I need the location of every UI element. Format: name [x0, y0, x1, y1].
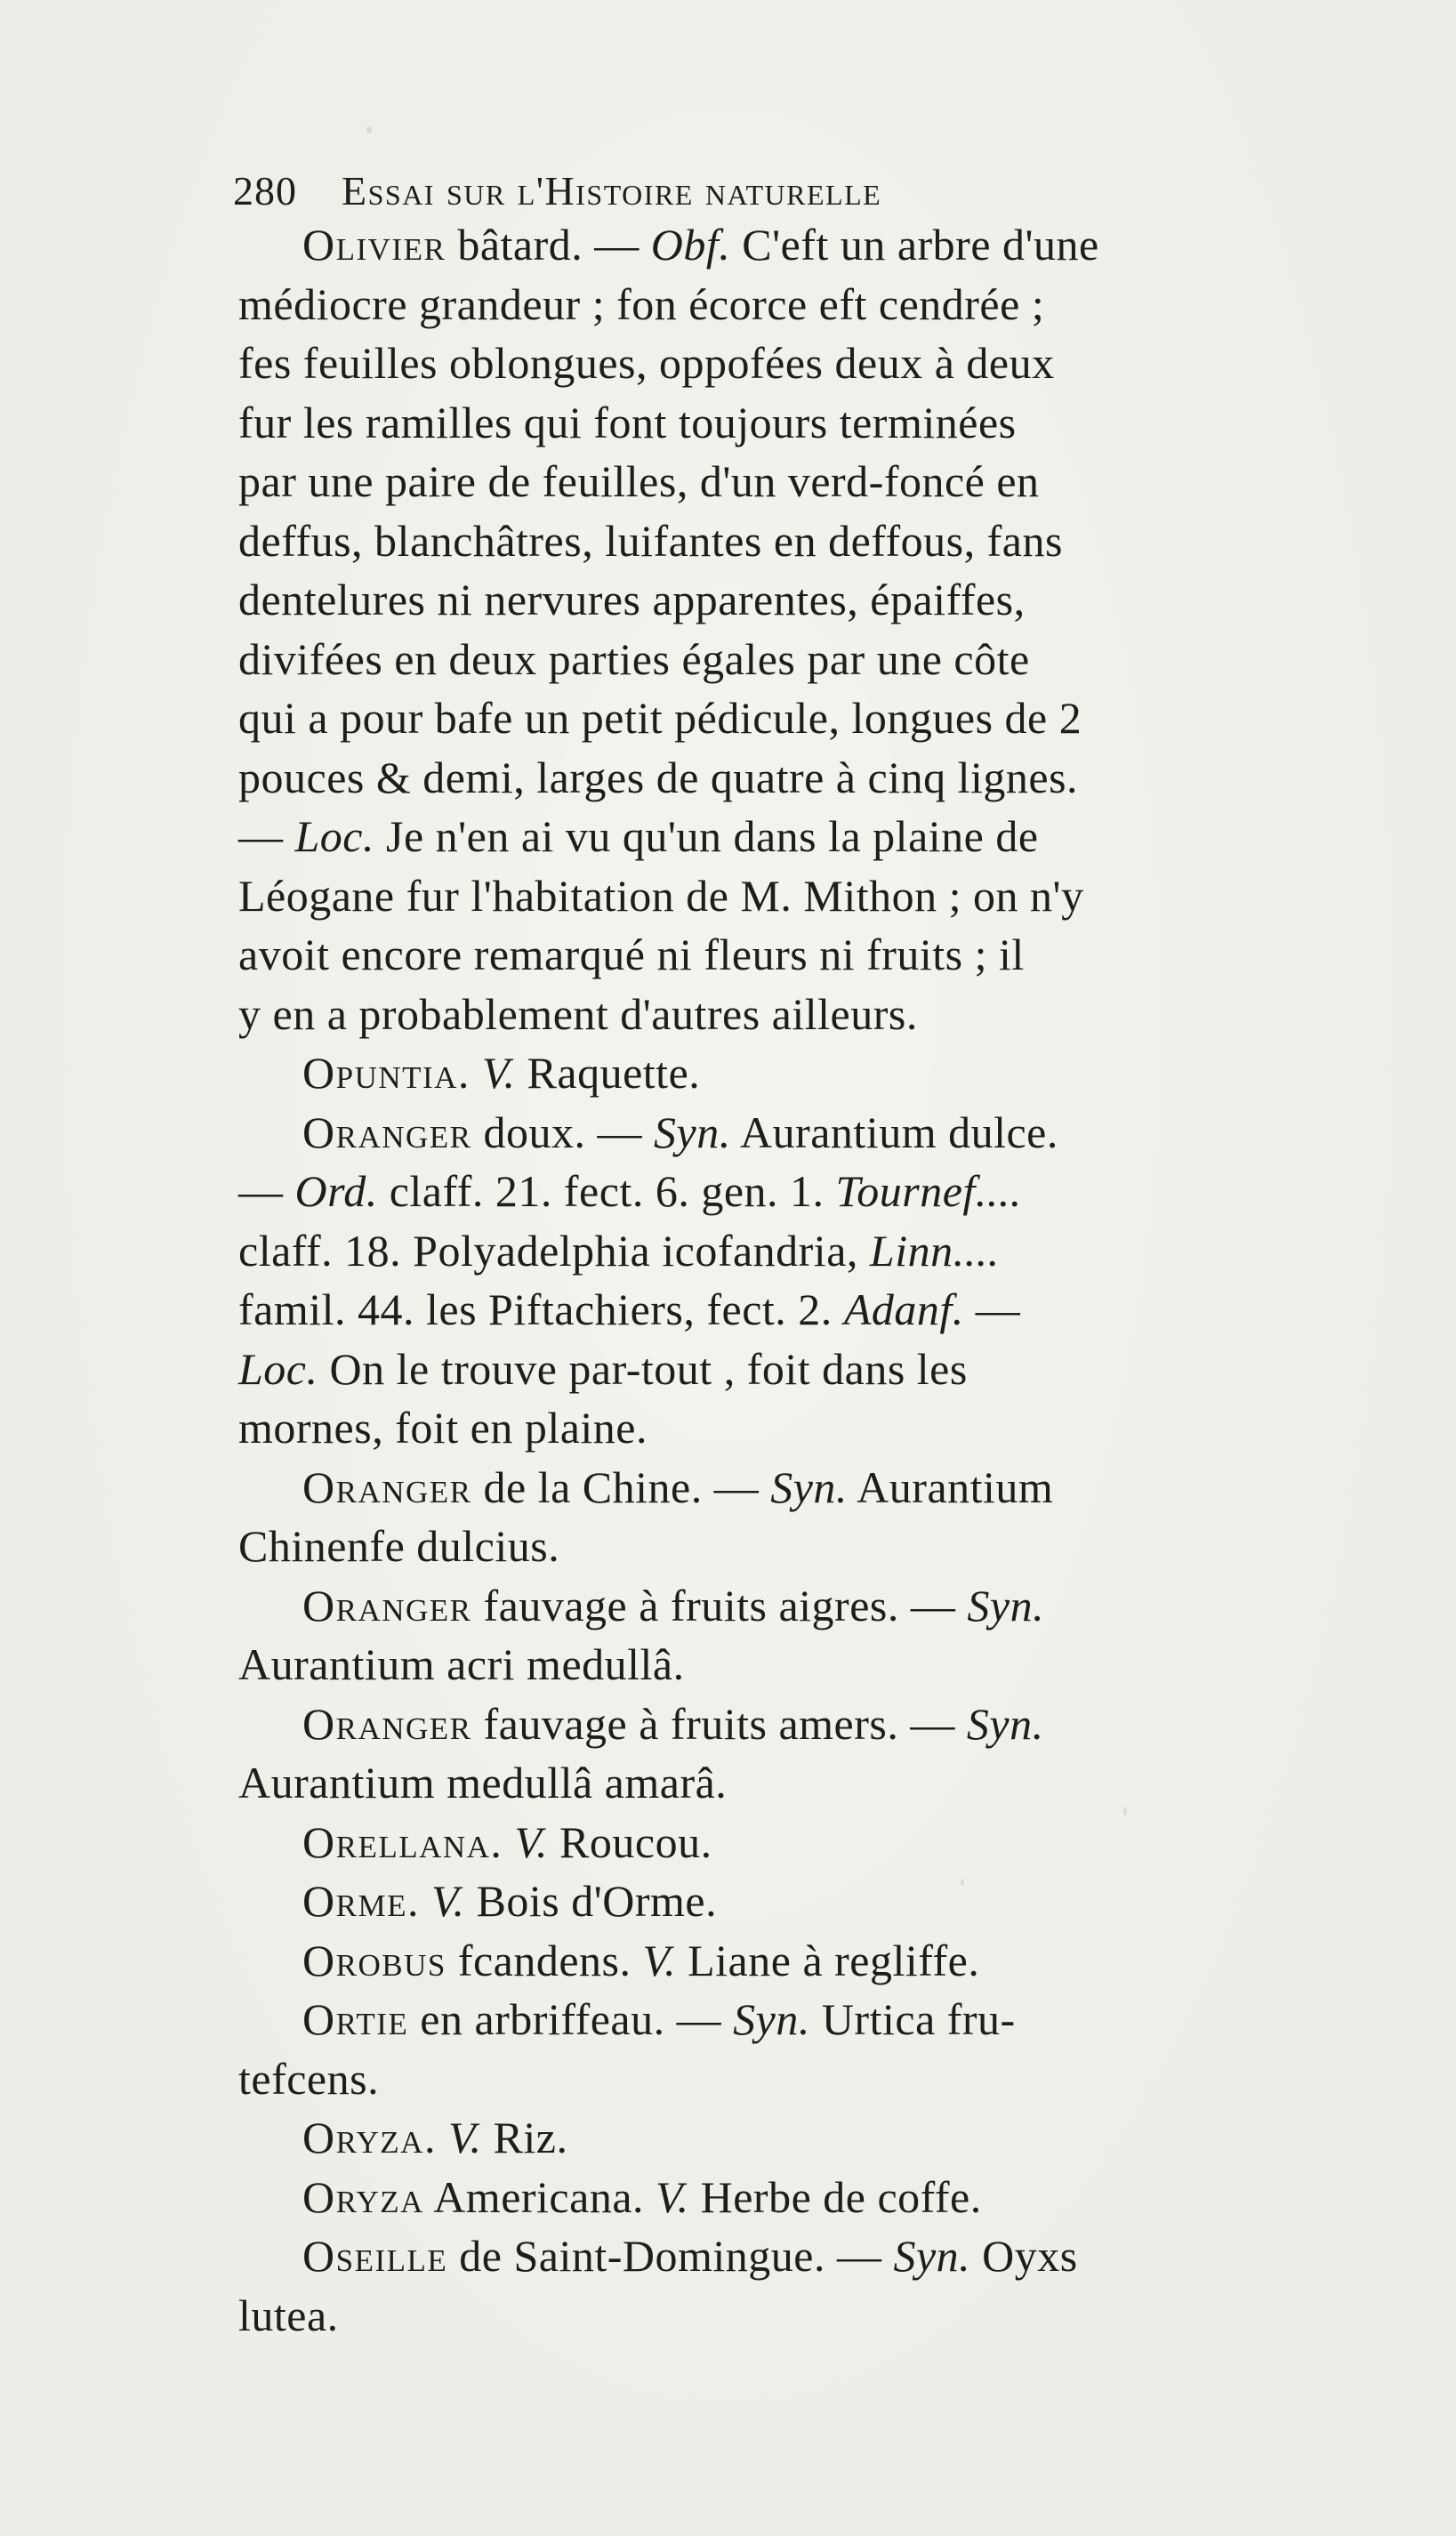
text-line — [302, 218, 1099, 271]
text-run: famil. 44. les Piftachiers, fect. 2. — [238, 1284, 844, 1334]
text-line — [302, 1461, 1053, 1514]
text-run: fur les ramilles qui font toujours terminées — [238, 397, 1017, 447]
text-run: pouces & demi, larges de quatre à cinq lignes. — [238, 752, 1079, 802]
text-run: Liane à regliffe. — [676, 1935, 980, 1985]
text-run: dentelures ni nervures apparentes, épaiffes, — [238, 575, 1026, 624]
text-run: divifées en deux parties égales par une côte — [238, 633, 1030, 684]
text-run: Léogane fur l'habitation de M. Mithon ; on n'y — [238, 870, 1084, 921]
text-run: Riz. — [481, 2113, 568, 2162]
text-line — [302, 1106, 1058, 1159]
text-run: par une paire de feuilles, d'un verd-foncé en — [238, 456, 1040, 506]
text-run: bâtard. — — [446, 220, 651, 270]
text-line — [238, 1638, 685, 1691]
italic-term: V. — [656, 2171, 689, 2222]
italic-term: Ord. — [294, 1166, 378, 1216]
text-run: doux. — — [471, 1107, 655, 1157]
text-line — [238, 1756, 727, 1809]
text-run: — — [963, 1284, 1021, 1334]
entry-headword: Oranger — [302, 1461, 472, 1512]
text-run: deffus, blanchâtres, luifantes en deffous, fans — [238, 515, 1063, 566]
text-run: y en a probablement d'autres ailleurs. — [238, 988, 918, 1039]
entry-headword: Oranger — [302, 1107, 472, 1157]
text-run — [420, 1876, 431, 1926]
text-run: avoit encore remarqué ni fleurs ni fruits ; il — [238, 930, 1025, 979]
text-line — [302, 2111, 568, 2164]
text-line — [238, 869, 1084, 922]
entry-headword: Oryza — [302, 2171, 424, 2222]
text-run: lutea. — [238, 2290, 339, 2340]
text-run: C'eft un arbre d'une — [730, 220, 1099, 270]
text-line — [302, 1874, 717, 1928]
entry-headword: Ortie — [302, 1994, 409, 2044]
text-run: qui a pour bafe un petit pédicule, longues de 2 — [238, 693, 1082, 743]
italic-term: V. — [642, 1935, 677, 1985]
text-run: — — [238, 811, 295, 861]
text-run: Aurantium dulce. — [730, 1107, 1058, 1157]
entry-headword: Olivier — [302, 220, 446, 270]
text-run: fauvage à fruits amers. — — [471, 1698, 967, 1749]
italic-term: Tournef.... — [835, 1166, 1022, 1216]
italic-term: Adanf. — [843, 1284, 964, 1334]
page-number: 280 — [233, 168, 297, 213]
italic-term: V. — [447, 2113, 482, 2162]
text-run — [503, 1817, 514, 1867]
text-line — [238, 1224, 1000, 1277]
italic-term: Syn. — [893, 2231, 971, 2281]
text-line — [302, 2229, 1078, 2282]
text-line — [302, 1579, 1044, 1632]
italic-term: Syn. — [967, 1580, 1045, 1630]
entry-headword: Oseille — [302, 2231, 448, 2281]
text-line — [302, 1697, 1044, 1751]
italic-term: Linn.... — [869, 1225, 1000, 1276]
text-run: de Saint-Domingue. — — [447, 2231, 894, 2281]
text-line — [238, 1519, 559, 1573]
text-run: mornes, foit en plaine. — [238, 1403, 648, 1453]
text-run: fes feuilles oblongues, oppofées deux à deux — [238, 338, 1055, 388]
text-run: Americana. — [423, 2171, 656, 2222]
text-line — [238, 396, 1017, 449]
text-line — [302, 1815, 712, 1869]
text-line — [238, 455, 1040, 508]
text-line — [302, 2170, 982, 2224]
text-line — [238, 1342, 968, 1396]
ink-speck — [961, 1879, 964, 1886]
ink-speck — [1123, 1807, 1127, 1815]
entry-headword: Orobus — [302, 1935, 446, 1985]
text-line — [238, 987, 918, 1041]
text-run: Chinenfe dulcius. — [238, 1521, 560, 1571]
italic-term: V. — [481, 1048, 516, 1098]
text-line — [238, 809, 1039, 863]
ink-speck — [366, 126, 372, 133]
text-line — [238, 691, 1082, 745]
text-run: Herbe de coffe. — [688, 2171, 982, 2222]
text-run: On le trouve par-tout , foit dans les — [318, 1343, 968, 1394]
text-run — [437, 2113, 448, 2162]
text-line — [238, 2052, 379, 2105]
text-run — [471, 1048, 482, 1098]
text-run: Bois d'Orme. — [464, 1876, 718, 1926]
text-run: de la Chine. — — [471, 1461, 771, 1512]
text-run: Aurantium acri medullâ. — [238, 1639, 685, 1689]
text-run: en arbriffeau. — — [408, 1994, 734, 2044]
entry-headword: Orellana. — [302, 1816, 503, 1867]
text-line — [238, 751, 1078, 804]
entry-headword: Oryza. — [302, 2113, 437, 2162]
running-header — [233, 165, 881, 218]
text-line — [238, 2289, 339, 2342]
italic-term: Syn. — [733, 1994, 810, 2044]
text-run: médiocre grandeur ; fon écorce eft cendrée ; — [238, 278, 1045, 329]
italic-term: Syn. — [770, 1461, 848, 1512]
text-run: fauvage à fruits aigres. — — [471, 1580, 968, 1630]
italic-term: Syn. — [966, 1698, 1044, 1749]
text-line — [238, 632, 1030, 686]
text-line — [238, 1164, 1022, 1218]
italic-term: V. — [514, 1816, 549, 1867]
italic-term: Loc. — [238, 1343, 318, 1394]
entry-headword: Orme. — [302, 1876, 420, 1926]
text-line — [238, 278, 1044, 331]
italic-term: Loc. — [294, 811, 374, 861]
entry-headword: Oranger — [302, 1698, 472, 1749]
running-title: Essai sur l'Histoire naturelle — [342, 168, 882, 213]
text-line — [238, 573, 1026, 626]
text-line — [238, 1401, 648, 1454]
text-run: Oyxs — [970, 2231, 1078, 2281]
text-run: Urtica fru- — [809, 1994, 1016, 2044]
text-line — [302, 1046, 700, 1099]
text-run: Aurantium — [847, 1461, 1054, 1512]
text-line — [238, 514, 1063, 568]
text-run: fcandens. — [446, 1935, 643, 1985]
italic-term: V. — [430, 1876, 465, 1926]
text-run: claff. 21. fect. 6. gen. 1. — [377, 1166, 836, 1216]
text-run: claff. 18. Polyadelphia icofandria, — [238, 1225, 870, 1276]
text-line — [238, 1283, 1020, 1336]
text-run: — — [238, 1166, 295, 1216]
text-run: Roucou. — [548, 1816, 712, 1867]
entry-headword: Oranger — [302, 1580, 472, 1630]
text-run: tefcens. — [238, 2053, 380, 2104]
entry-headword: Opuntia. — [302, 1048, 471, 1098]
text-line — [302, 1993, 1016, 2046]
text-line — [302, 1934, 979, 1987]
italic-term: Syn. — [654, 1107, 731, 1157]
italic-term: Obf. — [650, 220, 731, 270]
text-line — [238, 336, 1055, 390]
text-line — [238, 928, 1025, 981]
text-run: Aurantium medullâ amarâ. — [238, 1758, 728, 1807]
text-run: Je n'en ai vu qu'un dans la plaine de — [374, 811, 1039, 861]
text-run: Raquette. — [515, 1048, 701, 1098]
